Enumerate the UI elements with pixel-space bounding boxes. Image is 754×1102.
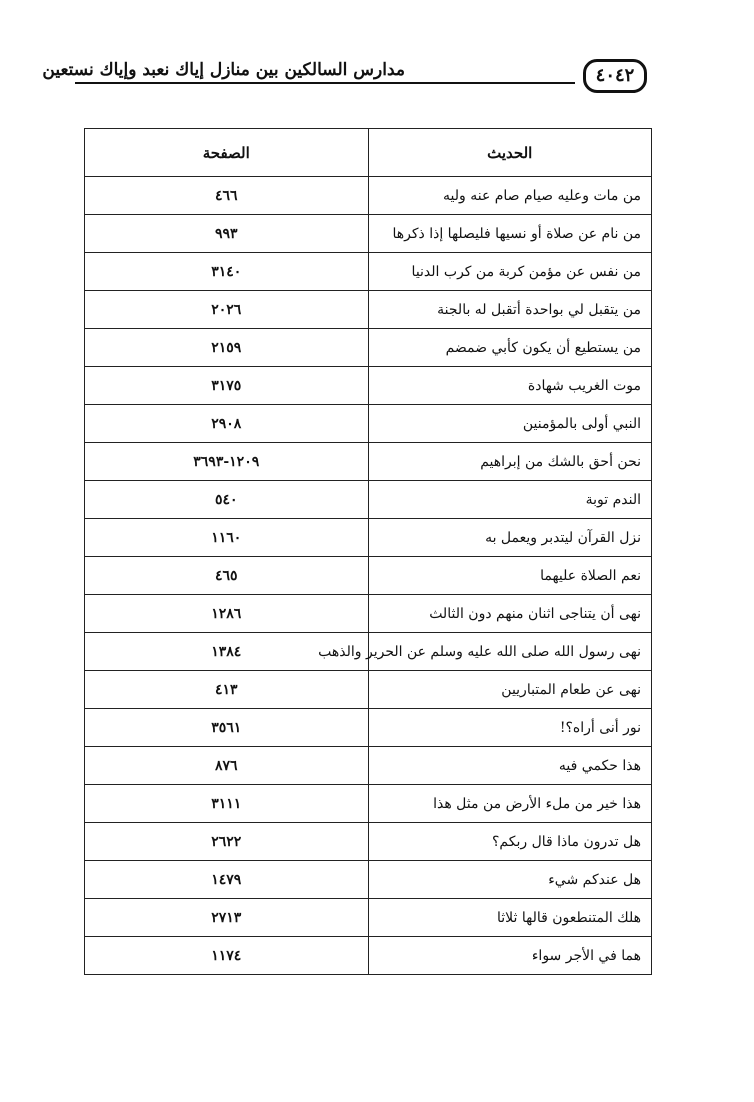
table-row: [85, 253, 652, 291]
page-cell: ٤١٣: [85, 671, 369, 709]
table-row: [85, 443, 652, 481]
hadith-cell: نعم الصلاة عليهما: [368, 557, 652, 595]
column-header-page: الصفحة: [85, 129, 369, 177]
table-row: [85, 557, 652, 595]
page-cell: ١٢٠٩-٣٦٩٣: [85, 443, 369, 481]
running-title: مدارس السالكين بين منازل إياك نعبد وإياك نستعين: [42, 60, 405, 80]
table-row: [85, 899, 652, 937]
hadith-cell: هذا حكمي فيه: [368, 747, 652, 785]
hadith-cell: من مات وعليه صيام صام عنه وليه: [368, 177, 652, 215]
header-rule: [75, 82, 575, 84]
page-cell: ٢٩٠٨: [85, 405, 369, 443]
table-row: [85, 937, 652, 975]
table-row: [85, 671, 652, 709]
page-cell: ١٣٨٤: [85, 633, 369, 671]
table-row: [85, 177, 652, 215]
table-row: [85, 595, 652, 633]
page-cell: ١٢٨٦: [85, 595, 369, 633]
hadith-cell: هل عندكم شيء: [368, 861, 652, 899]
hadith-cell: نهى رسول الله صلى الله عليه وسلم عن الحرير والذهب: [368, 633, 652, 671]
page-cell: ١١٦٠: [85, 519, 369, 557]
hadith-cell: من يتقبل لي بواحدة أتقبل له بالجنة: [368, 291, 652, 329]
page-cell: ٣١١١: [85, 785, 369, 823]
table-row: [85, 329, 652, 367]
hadith-cell: نهى عن طعام المتباريين: [368, 671, 652, 709]
table-row: [85, 367, 652, 405]
table-row: [85, 785, 652, 823]
hadith-cell: نحن أحق بالشك من إبراهيم: [368, 443, 652, 481]
hadith-cell: من نام عن صلاة أو نسيها فليصلها إذا ذكرها: [368, 215, 652, 253]
page-cell: ٤٦٦: [85, 177, 369, 215]
table-row: [85, 747, 652, 785]
page-cell: ٥٤٠: [85, 481, 369, 519]
hadith-index-table: [84, 128, 652, 975]
table-row: [85, 633, 652, 671]
page-cell: ٣٥٦١: [85, 709, 369, 747]
page-cell: ٣١٧٥: [85, 367, 369, 405]
hadith-cell: هلك المتنطعون قالها ثلاثا: [368, 899, 652, 937]
page-cell: ٢١٥٩: [85, 329, 369, 367]
table-row: [85, 861, 652, 899]
hadith-cell: هل تدرون ماذا قال ربكم؟: [368, 823, 652, 861]
hadith-cell: النبي أولى بالمؤمنين: [368, 405, 652, 443]
hadith-cell: هذا خير من ملء الأرض من مثل هذا: [368, 785, 652, 823]
page-cell: ٢٠٢٦: [85, 291, 369, 329]
hadith-cell: نور أنى أراه؟!: [368, 709, 652, 747]
table-row: [85, 481, 652, 519]
page-cell: ٤٦٥: [85, 557, 369, 595]
page-cell: ١١٧٤: [85, 937, 369, 975]
page-cell: ٩٩٣: [85, 215, 369, 253]
table-row: [85, 823, 652, 861]
hadith-cell: الندم توبة: [368, 481, 652, 519]
column-header-hadith: الحديث: [368, 129, 652, 177]
table-row: [85, 519, 652, 557]
table-row: [85, 215, 652, 253]
hadith-cell: نزل القرآن ليتدبر ويعمل به: [368, 519, 652, 557]
table-header-row: [85, 129, 652, 177]
table-row: [85, 291, 652, 329]
hadith-cell: هما في الأجر سواء: [368, 937, 652, 975]
index-table: [84, 128, 652, 975]
table-row: [85, 709, 652, 747]
hadith-cell: من نفس عن مؤمن كربة من كرب الدنيا: [368, 253, 652, 291]
page-header: [42, 52, 650, 94]
page-cell: ٢٦٢٢: [85, 823, 369, 861]
page-cell: ٨٧٦: [85, 747, 369, 785]
table-row: [85, 405, 652, 443]
page-cell: ١٤٧٩: [85, 861, 369, 899]
hadith-cell: من يستطيع أن يكون كأبي ضمضم: [368, 329, 652, 367]
page-number-badge: ٤٠٤٢: [583, 59, 647, 93]
hadith-cell: موت الغريب شهادة: [368, 367, 652, 405]
page-cell: ٢٧١٣: [85, 899, 369, 937]
page-cell: ٣١٤٠: [85, 253, 369, 291]
hadith-cell: نهى أن يتناجى اثنان منهم دون الثالث: [368, 595, 652, 633]
